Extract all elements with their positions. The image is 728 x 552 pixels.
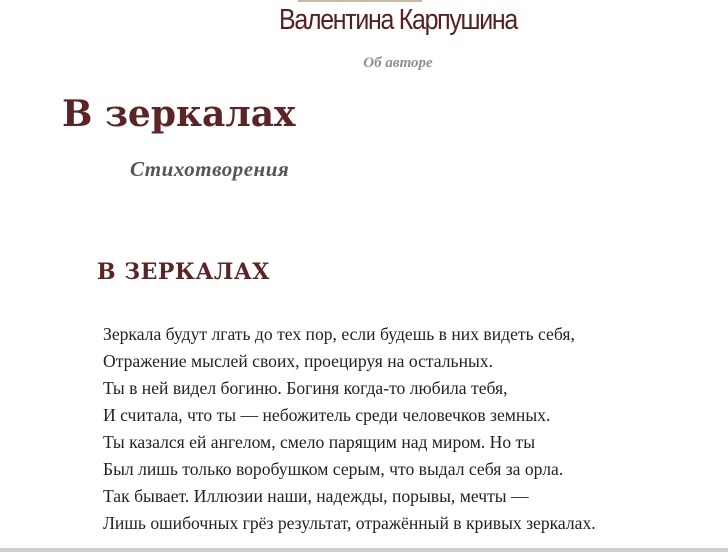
header-ornament (298, 0, 422, 2)
poem-line: Был лишь только воробушком серым, что выдал себя за орла. (103, 459, 564, 479)
poem-line: Так бывает. Иллюзии наши, надежды, порывы, мечты — (103, 486, 529, 506)
poem-line: Лишь ошибочных грёз результат, отражённый в кривых зеркалах. (103, 513, 596, 533)
poem-line: Отражение мыслей своих, проецируя на остальных. (103, 351, 494, 371)
bottom-divider (0, 548, 728, 552)
book-subtitle: Стихотворения (130, 157, 290, 181)
poem-line: И считала, что ты — небожитель среди человечков земных. (103, 405, 551, 425)
about-author-link[interactable]: Об авторе (363, 55, 433, 71)
book-title: В зеркалах (62, 93, 296, 135)
poem-line: Зеркала будут лгать до тех пор, если будешь в них видеть себя, (103, 324, 575, 344)
poem-title: В ЗЕРКАЛАХ (97, 259, 270, 285)
poem-text (103, 321, 596, 537)
author-name[interactable]: Валентина Карпушина (279, 4, 517, 36)
poem-line: Ты в ней видел богиню. Богиня когда-то любила тебя, (103, 378, 508, 398)
poem-line: Ты казался ей ангелом, смело парящим над миром. Но ты (103, 432, 536, 452)
